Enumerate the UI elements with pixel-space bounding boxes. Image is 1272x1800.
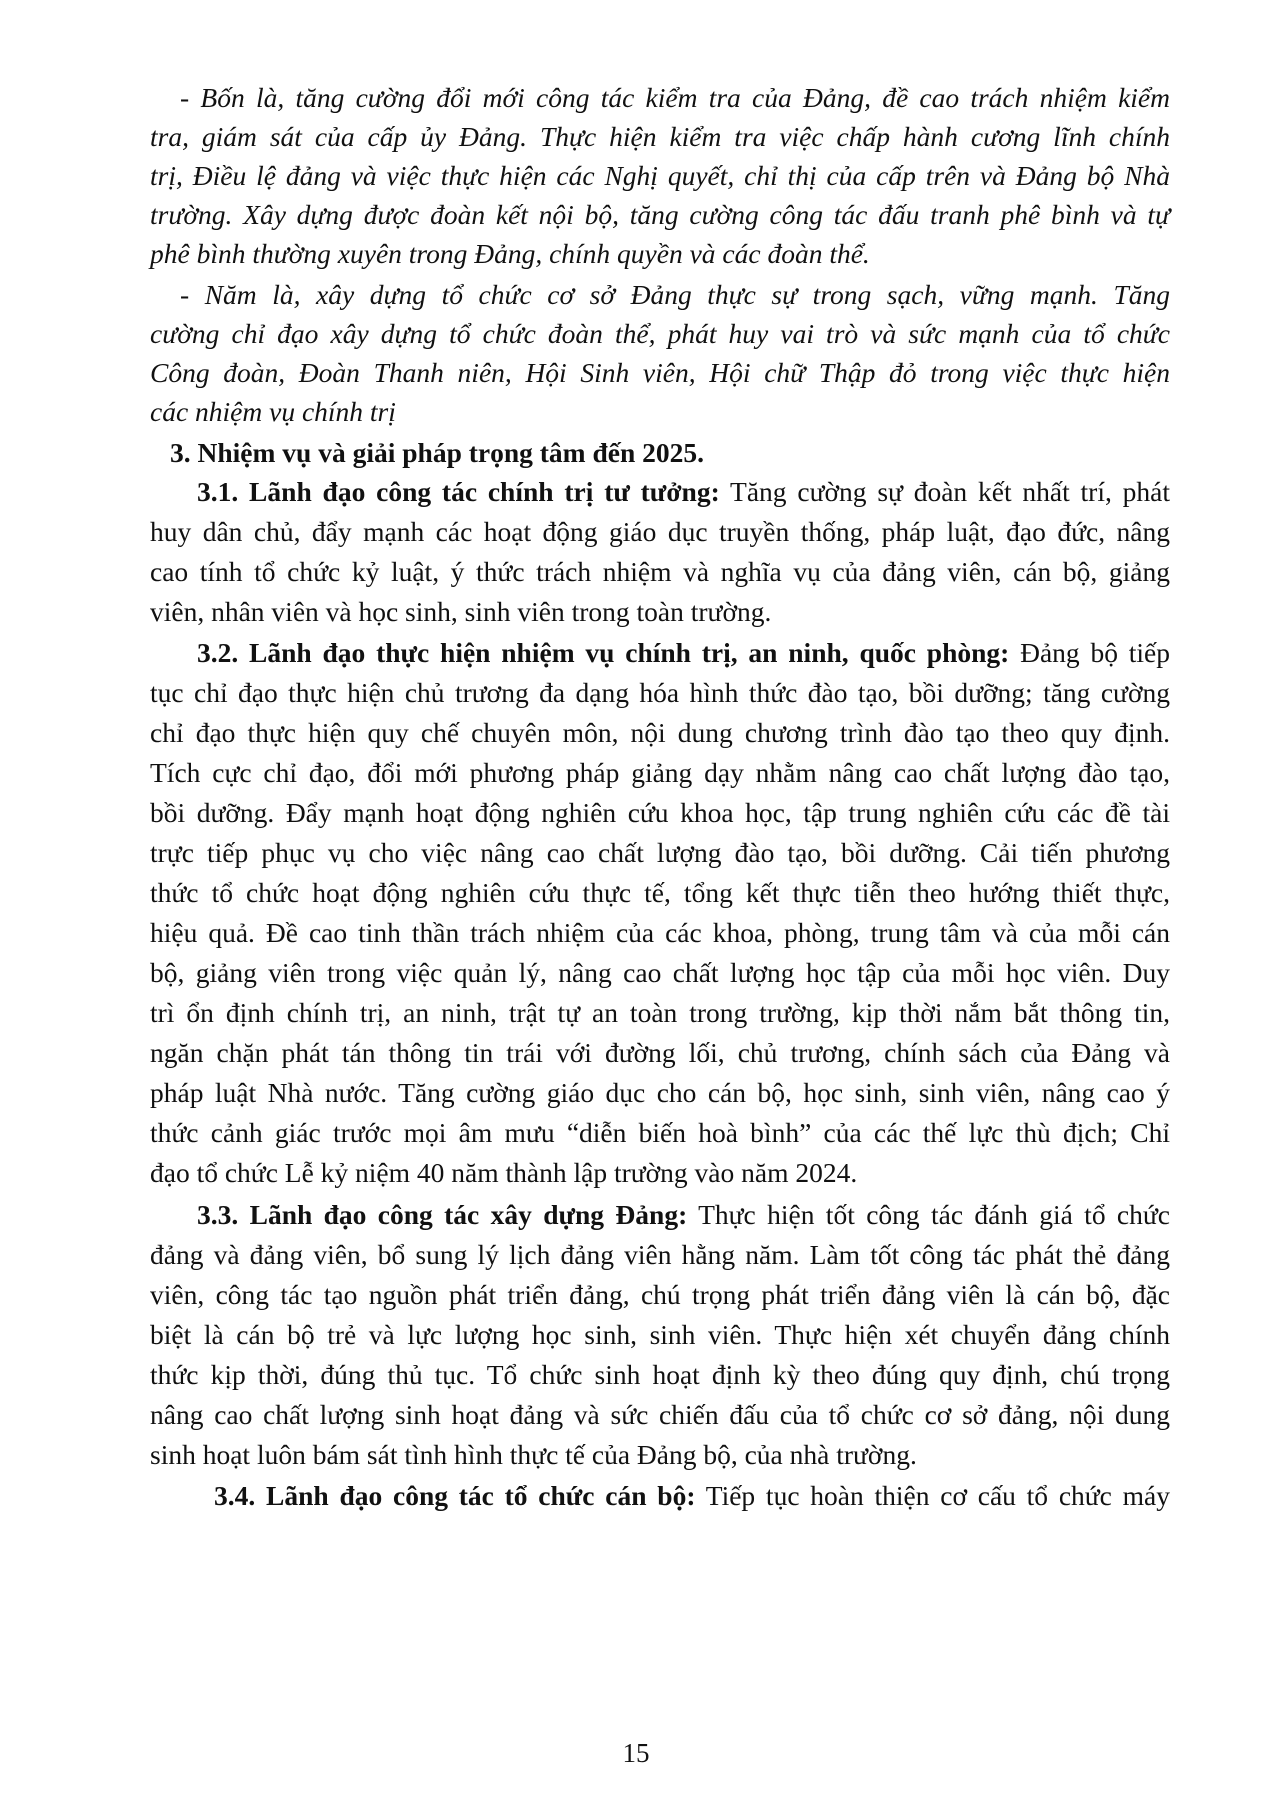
text-line: trị, Điều lệ đảng và việc thực hiện các Nghị quyết, chỉ thị của cấp trên và Đảng bộ Nhà: [150, 160, 1170, 191]
text-line: - Bốn là, tăng cường đổi mới công tác kiểm tra của Đảng, đề cao trách nhiệm kiểm: [180, 82, 1170, 113]
text-line: Công đoàn, Đoàn Thanh niên, Hội Sinh viên, Hội chữ Thập đỏ trong việc thực hiện: [150, 357, 1170, 388]
subsection-heading: 3.4. Lãnh đạo công tác tổ chức cán bộ:: [214, 1480, 696, 1511]
text-line: viên, nhân viên và học sinh, sinh viên trong toàn trường.: [150, 596, 772, 627]
text-line: cường chỉ đạo xây dựng tổ chức đoàn thể, phát huy vai trò và sức mạnh của tổ chức: [150, 318, 1170, 349]
subsection-text: Tăng cường sự đoàn kết nhất trí, phát: [719, 476, 1170, 507]
text-line: đạo tổ chức Lễ kỷ niệm 40 năm thành lập trường vào năm 2024.: [150, 1157, 858, 1188]
text-line: nâng cao chất lượng sinh hoạt đảng và sức chiến đấu của tổ chức cơ sở đảng, nội dung: [150, 1399, 1170, 1430]
text-line: đảng và đảng viên, bổ sung lý lịch đảng viên hằng năm. Làm tốt công tác phát thẻ đảng: [150, 1239, 1170, 1270]
text-line: thức kịp thời, đúng thủ tục. Tổ chức sinh hoạt định kỳ theo đúng quy định, chú trọng: [150, 1359, 1170, 1390]
page-number: 15: [622, 1738, 650, 1768]
text-line: viên, công tác tạo nguồn phát triển đảng, chú trọng phát triển đảng viên là cán bộ, đặc: [150, 1279, 1170, 1310]
text-line: sinh hoạt luôn bám sát tình hình thực tế của Đảng bộ, của nhà trường.: [150, 1439, 917, 1470]
text-line: Tích cực chỉ đạo, đổi mới phương pháp giảng dạy nhằm nâng cao chất lượng đào tạo,: [150, 757, 1170, 788]
text-line: tục chỉ đạo thực hiện chủ trương đa dạng hóa hình thức đào tạo, bồi dưỡng; tăng cường: [150, 677, 1170, 708]
text-line: thức cảnh giác trước mọi âm mưu “diễn biến hoà bình” của các thế lực thù địch; Chỉ: [150, 1117, 1170, 1148]
text-line: huy dân chủ, đẩy mạnh các hoạt động giáo dục truyền thống, pháp luật, đạo đức, nâng: [150, 516, 1170, 547]
text-line: bồi dưỡng. Đẩy mạnh hoạt động nghiên cứu khoa học, tập trung nghiên cứu các đề tài: [150, 797, 1170, 828]
text-line: - Năm là, xây dựng tổ chức cơ sở Đảng thực sự trong sạch, vững mạnh. Tăng: [180, 279, 1170, 310]
text-line: hiệu quả. Đề cao tinh thần trách nhiệm của các khoa, phòng, trung tâm và của mỗi cán: [150, 917, 1170, 948]
text-line: cao tính tổ chức kỷ luật, ý thức trách nhiệm và nghĩa vụ của đảng viên, cán bộ, giảng: [150, 556, 1170, 587]
text-line: biệt là cán bộ trẻ và lực lượng học sinh, sinh viên. Thực hiện xét chuyển đảng chính: [150, 1319, 1170, 1350]
subsection-heading: 3.3. Lãnh đạo công tác xây dựng Đảng:: [197, 1199, 688, 1230]
text-line: phê bình thường xuyên trong Đảng, chính quyền và các đoàn thể.: [150, 238, 870, 269]
text-line: trì ổn định chính trị, an ninh, trật tự an toàn trong trường, kịp thời nắm bắt thông tin,: [150, 997, 1170, 1028]
text-line: bộ, giảng viên trong việc quản lý, nâng cao chất lượng học tập của mỗi học viên. Duy: [150, 957, 1170, 988]
subsection-text: Thực hiện tốt công tác đánh giá tổ chức: [687, 1199, 1170, 1230]
text-line: ngăn chặn phát tán thông tin trái với đường lối, chủ trương, chính sách của Đảng và: [150, 1037, 1170, 1068]
text-line: pháp luật Nhà nước. Tăng cường giáo dục cho cán bộ, học sinh, sinh viên, nâng cao ý: [150, 1077, 1170, 1108]
subsection-first-line: [214, 1473, 1170, 1519]
subsection-text: Đảng bộ tiếp: [1009, 637, 1170, 668]
subsection-heading: 3.1. Lãnh đạo công tác chính trị tư tưởng:: [197, 476, 720, 507]
section-heading: 3. Nhiệm vụ và giải pháp trọng tâm đến 2025.: [170, 437, 705, 468]
text-line: thức tổ chức hoạt động nghiên cứu thực tế, tổng kết thực tiễn theo hướng thiết thực,: [150, 877, 1170, 908]
text-line: chỉ đạo thực hiện quy chế chuyên môn, nội dung chương trình đào tạo theo quy định.: [150, 717, 1170, 748]
text-line: trực tiếp phục vụ cho việc nâng cao chất lượng đào tạo, bồi dưỡng. Cải tiến phương: [150, 837, 1170, 868]
subsection-text: Tiếp tục hoàn thiện cơ cấu tổ chức máy: [695, 1480, 1170, 1511]
text-line: tra, giám sát của cấp ủy Đảng. Thực hiện kiểm tra việc chấp hành cương lĩnh chính: [150, 121, 1170, 152]
subsection-heading: 3.2. Lãnh đạo thực hiện nhiệm vụ chính trị, an ninh, quốc phòng:: [197, 637, 1010, 668]
text-line: các nhiệm vụ chính trị: [150, 396, 396, 427]
text-line: trường. Xây dựng được đoàn kết nội bộ, tăng cường công tác đấu tranh phê bình và tự: [150, 199, 1170, 230]
